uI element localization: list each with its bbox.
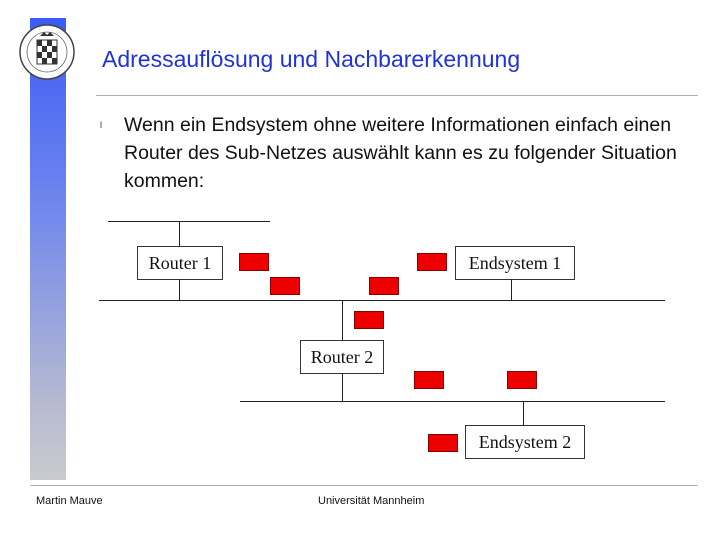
slide-title: Adressauflösung und Nachbarerkennung xyxy=(102,46,521,72)
packet-5 xyxy=(354,311,384,329)
packet-4 xyxy=(417,253,447,271)
bullet-text: Wenn ein Endsystem ohne weitere Informationen einfach einen Router des Sub-Netzes auswählt kann es zu folgender Situation kommen: xyxy=(124,114,677,192)
endsystem-2-label: Endsystem 2 xyxy=(478,431,572,452)
router-2-node xyxy=(300,340,384,374)
packet-8 xyxy=(428,434,458,452)
bullet-icon: l xyxy=(100,120,102,130)
endsystem-1-node xyxy=(455,246,575,280)
router1-link-top xyxy=(179,221,180,247)
router-1-label: Router 1 xyxy=(148,252,212,273)
footer-divider xyxy=(30,485,698,486)
endsystem2-link xyxy=(523,401,524,426)
endsystem-1-label: Endsystem 1 xyxy=(468,252,562,273)
packet-3 xyxy=(369,277,399,295)
endsystem1-link xyxy=(511,279,512,300)
router-2-label: Router 2 xyxy=(310,346,374,367)
network-segment-top xyxy=(108,221,270,222)
router2-link-top xyxy=(342,300,343,341)
university-seal-icon xyxy=(18,22,76,82)
network-segment-middle xyxy=(99,300,665,301)
endsystem-2-node xyxy=(465,425,585,459)
footer-institution: Universität Mannheim xyxy=(318,495,425,507)
footer-author: Martin Mauve xyxy=(36,495,103,507)
title-divider xyxy=(96,95,698,96)
packet-2 xyxy=(270,277,300,295)
sidebar-gradient-bar xyxy=(30,18,66,480)
packet-7 xyxy=(507,371,537,389)
router1-link-bottom xyxy=(179,279,180,300)
router2-link-bottom xyxy=(342,373,343,401)
packet-6 xyxy=(414,371,444,389)
packet-1 xyxy=(239,253,269,271)
network-segment-bottom xyxy=(240,401,665,402)
router-1-node xyxy=(137,246,223,280)
